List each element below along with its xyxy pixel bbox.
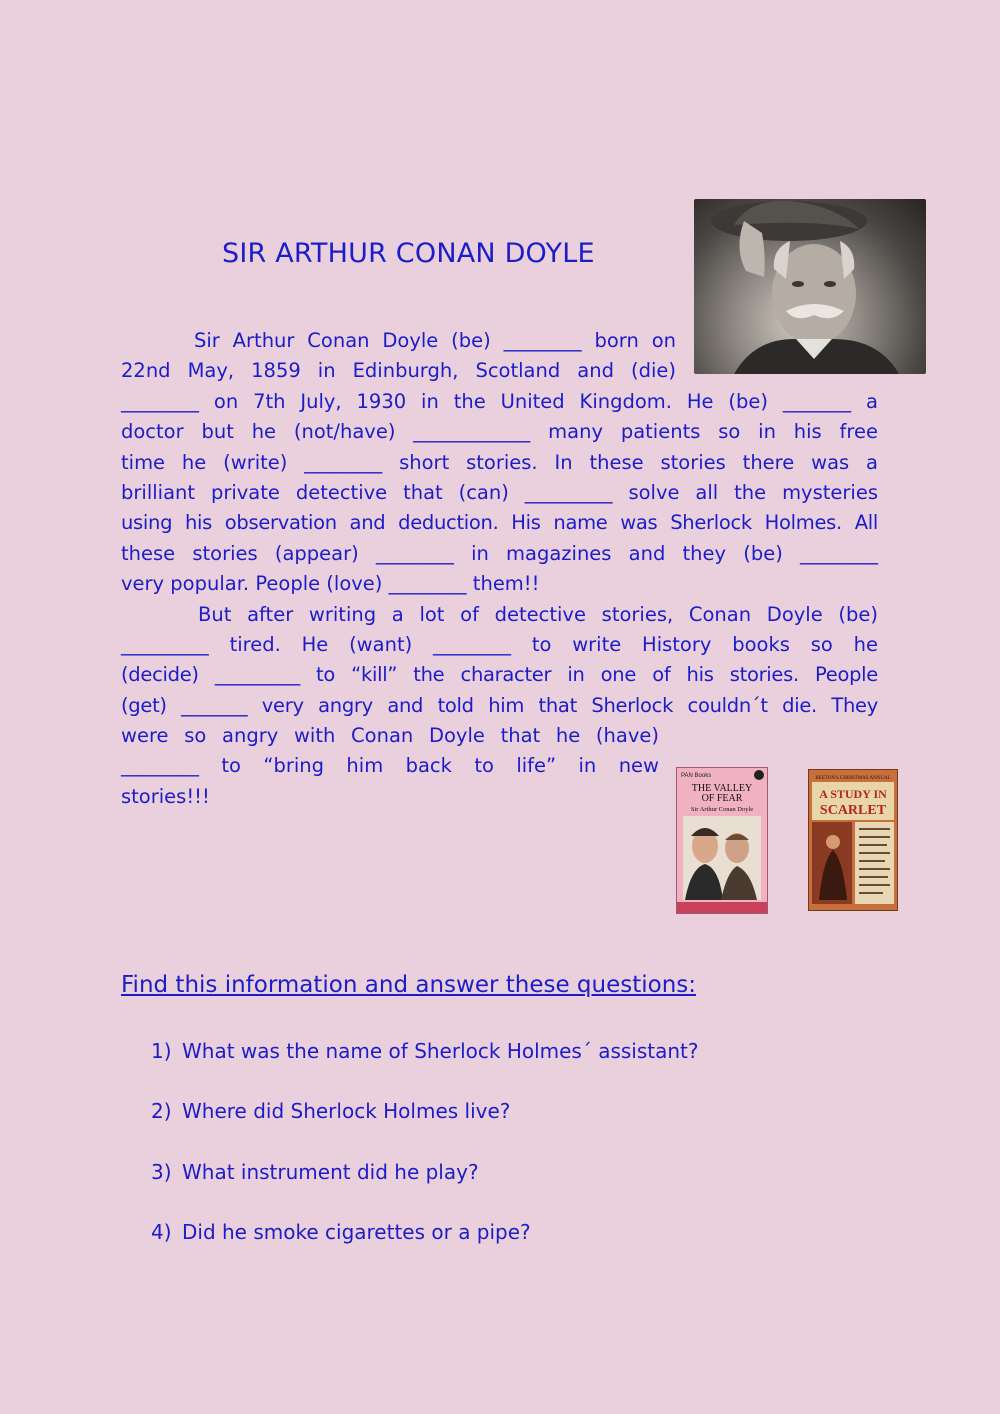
- passage-line: [121, 751, 659, 781]
- question-text: Did he smoke cigarettes or a pipe?: [182, 1220, 531, 1244]
- passage-line: [121, 448, 878, 478]
- passage-line: [121, 387, 878, 417]
- passage-line: [121, 478, 878, 508]
- question-number: 3): [151, 1160, 172, 1184]
- scarlet-title-line2: SCARLET: [819, 803, 887, 818]
- passage-line-text: (decide) _________ to “kill” the character in one of his stories. People: [121, 663, 878, 687]
- passage-line-text: brilliant private detective that (can) _________ solve all the mysteries: [121, 480, 878, 504]
- passage-line: [121, 691, 878, 721]
- questions-heading: Find this information and answer these questions:: [121, 972, 697, 998]
- passage-line-text: ________ to “bring him back to life” in new: [121, 754, 659, 778]
- passage-line-text: _________ tired. He (want) ________ to write History books so he: [121, 632, 878, 656]
- passage-line-text: these stories (appear) ________ in magazines and they (be) ________: [121, 541, 878, 565]
- fill-in-passage: [121, 326, 878, 812]
- passage-line: [121, 539, 878, 569]
- passage-line-text: stories!!!: [121, 784, 210, 808]
- passage-line-text: 22nd May, 1859 in Edinburgh, Scotland and (die): [121, 359, 676, 383]
- passage-line-text: (get) _______ very angry and told him that Sherlock couldn´t die. They: [121, 693, 878, 717]
- scarlet-header-text: BEETON'S CHRISTMAS ANNUAL: [815, 776, 891, 781]
- passage-line: [121, 600, 878, 630]
- valley-title-line1: THE VALLEY: [691, 783, 753, 794]
- question-item: [151, 1099, 510, 1123]
- question-number: 2): [151, 1099, 172, 1123]
- question-item: [151, 1039, 699, 1063]
- passage-line: [121, 508, 878, 538]
- passage-line: [121, 630, 878, 660]
- question-text: What was the name of Sherlock Holmes´ assistant?: [182, 1039, 699, 1063]
- passage-line: [121, 356, 676, 386]
- question-text: What instrument did he play?: [182, 1160, 479, 1184]
- valley-of-fear-book-cover: [676, 767, 768, 914]
- passage-line: [121, 782, 659, 812]
- passage-line: [121, 569, 878, 599]
- passage-line-text: Sir Arthur Conan Doyle (be) ________ born on: [194, 329, 676, 352]
- question-number: 1): [151, 1039, 172, 1063]
- question-item: [151, 1160, 479, 1184]
- passage-line-text: were so angry with Conan Doyle that he (have): [121, 724, 659, 748]
- pan-logo-icon: [754, 770, 764, 780]
- passage-line-text: time he (write) ________ short stories. In these stories there was a: [121, 450, 878, 474]
- passage-line: [121, 660, 878, 690]
- study-in-scarlet-book-cover: [808, 769, 898, 911]
- scarlet-title-line1: A STUDY IN: [819, 787, 887, 801]
- page-title: SIR ARTHUR CONAN DOYLE: [222, 238, 595, 269]
- passage-line-text: very popular. People (love) ________ them!!: [121, 572, 540, 596]
- valley-publisher-text: PAN Books: [681, 773, 712, 779]
- passage-line-text: using his observation and deduction. His name was Sherlock Holmes. All: [121, 511, 878, 535]
- passage-line: [121, 326, 676, 356]
- valley-title-line2: OF FEAR: [701, 793, 743, 804]
- question-item: [151, 1220, 531, 1244]
- passage-line: [121, 721, 659, 751]
- passage-line: [121, 417, 878, 447]
- question-text: Where did Sherlock Holmes live?: [182, 1099, 511, 1123]
- passage-line-text: ________ on 7th July, 1930 in the United Kingdom. He (be) _______ a: [121, 389, 878, 413]
- valley-author-text: Sir Arthur Conan Doyle: [690, 806, 754, 813]
- question-number: 4): [151, 1220, 172, 1244]
- passage-line-text: But after writing a lot of detective stories, Conan Doyle (be): [198, 602, 878, 626]
- passage-line-text: doctor but he (not/have) ____________ many patients so in his free: [121, 420, 878, 444]
